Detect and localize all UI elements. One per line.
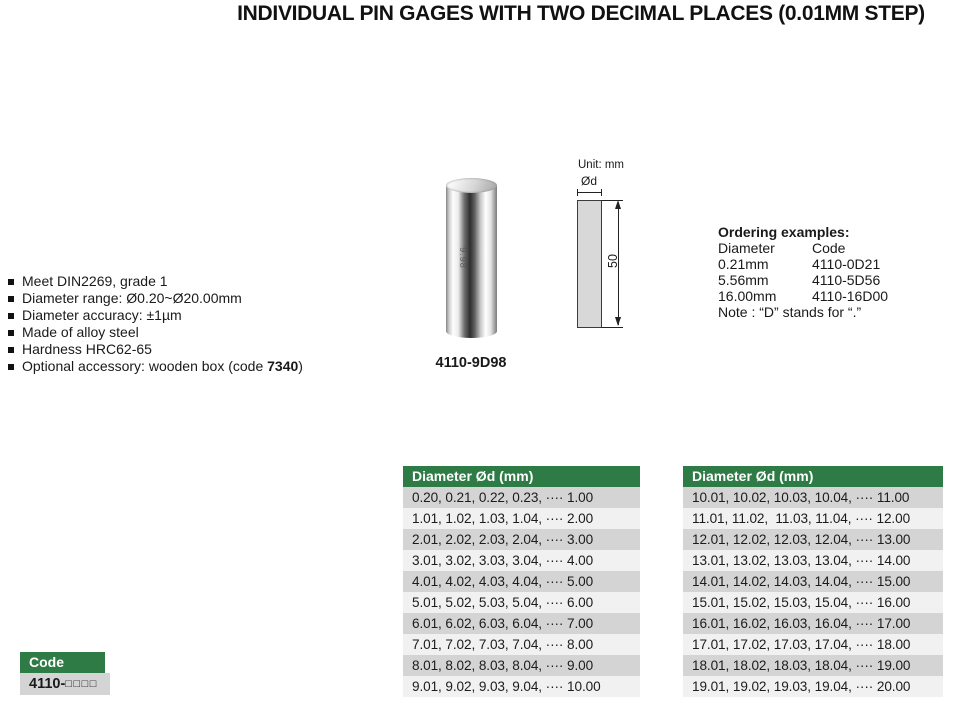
ordering-diameter: 0.21mm <box>718 256 769 272</box>
ordering-examples <box>718 224 888 320</box>
table-row: 0.20, 0.21, 0.22, 0.23, ···· 1.00 <box>403 487 640 508</box>
table-row: 16.01, 16.02, 16.03, 16.04, ···· 17.00 <box>683 613 943 634</box>
dimension-arrow-down-icon <box>615 317 621 326</box>
ordering-column-headers <box>718 240 888 256</box>
bullet-square-icon <box>8 279 14 285</box>
ordering-row <box>718 272 888 288</box>
code-placeholder-boxes: □□□□ <box>65 678 98 690</box>
feature-item <box>8 307 303 324</box>
code-box-header: Code <box>20 652 105 673</box>
table-row: 12.01, 12.02, 12.03, 12.04, ···· 13.00 <box>683 529 943 550</box>
feature-text-suffix: ) <box>298 358 303 374</box>
table-row: 13.01, 13.02, 13.03, 13.04, ···· 14.00 <box>683 550 943 571</box>
table-row: 6.01, 6.02, 6.03, 6.04, ···· 7.00 <box>403 613 640 634</box>
pin-gage-top-face <box>446 178 497 193</box>
ordering-code: 4110-16D00 <box>812 288 889 304</box>
ordering-col-code: Code <box>812 240 846 256</box>
table-row: 10.01, 10.02, 10.03, 10.04, ···· 11.00 <box>683 487 943 508</box>
table-row: 2.01, 2.02, 2.03, 2.04, ···· 3.00 <box>403 529 640 550</box>
code-box-value <box>20 673 110 695</box>
feature-text: Meet DIN2269, grade 1 <box>22 273 168 289</box>
pin-engraving-text: 9.98 <box>457 247 468 269</box>
pin-gage-photo <box>446 178 497 338</box>
page-title: INDIVIDUAL PIN GAGES WITH TWO DECIMAL PLACES (0.01MM STEP) <box>237 2 925 25</box>
ordering-code: 4110-5D56 <box>812 272 881 288</box>
drawing-unit-label: Unit: mm <box>578 159 624 171</box>
table-header: Diameter Ød (mm) <box>403 466 640 487</box>
table-row: 17.01, 17.02, 17.03, 17.04, ···· 18.00 <box>683 634 943 655</box>
table-body <box>683 487 943 697</box>
feature-list <box>8 273 303 375</box>
table-row: 3.01, 3.02, 3.03, 3.04, ···· 4.00 <box>403 550 640 571</box>
feature-text: Made of alloy steel <box>22 324 139 340</box>
table-row: 1.01, 1.02, 1.03, 1.04, ···· 2.00 <box>403 508 640 529</box>
feature-text <box>22 358 303 375</box>
product-code-label: 4110-9D98 <box>435 355 507 371</box>
table-header: Diameter Ød (mm) <box>683 466 943 487</box>
diameter-table-1 <box>403 466 640 697</box>
pin-gage-body <box>446 185 497 338</box>
table-row: 7.01, 7.02, 7.03, 7.04, ···· 8.00 <box>403 634 640 655</box>
accessory-code: 7340 <box>267 358 299 374</box>
feature-item <box>8 324 303 341</box>
ordering-row <box>718 288 888 304</box>
diameter-dimension-tick <box>577 189 578 196</box>
ordering-row <box>718 256 888 272</box>
ordering-code: 4110-0D21 <box>812 256 881 272</box>
diameter-table-2 <box>683 466 943 697</box>
diameter-dimension-line <box>577 192 602 193</box>
bullet-square-icon <box>8 296 14 302</box>
feature-item <box>8 273 303 290</box>
table-row: 11.01, 11.02, 11.03, 11.04, ···· 12.00 <box>683 508 943 529</box>
feature-text: Diameter range: Ø0.20~Ø20.00mm <box>22 290 242 306</box>
ordering-note: Note : “D” stands for “.” <box>718 304 862 320</box>
feature-item <box>8 358 303 375</box>
table-row: 8.01, 8.02, 8.03, 8.04, ···· 9.00 <box>403 655 640 676</box>
bullet-square-icon <box>8 347 14 353</box>
table-row: 14.01, 14.02, 14.03, 14.04, ···· 15.00 <box>683 571 943 592</box>
diameter-dimension-tick <box>601 189 602 196</box>
ordering-diameter: 16.00mm <box>718 288 777 304</box>
pin-drawing-rect <box>577 200 602 328</box>
extension-line-bottom <box>601 327 623 328</box>
bullet-square-icon <box>8 313 14 319</box>
table-body <box>403 487 640 697</box>
bullet-square-icon <box>8 330 14 336</box>
drawing-diameter-label: Ød <box>580 174 597 188</box>
feature-text: Hardness HRC62-65 <box>22 341 152 357</box>
table-row: 9.01, 9.02, 9.03, 9.04, ···· 10.00 <box>403 676 640 697</box>
feature-item <box>8 341 303 358</box>
dimension-arrow-up-icon <box>615 200 621 209</box>
table-row: 19.01, 19.02, 19.03, 19.04, ···· 20.00 <box>683 676 943 697</box>
ordering-diameter: 5.56mm <box>718 272 769 288</box>
table-row: 5.01, 5.02, 5.03, 5.04, ···· 6.00 <box>403 592 640 613</box>
ordering-heading: Ordering examples: <box>718 224 850 240</box>
feature-text: Diameter accuracy: ±1µm <box>22 307 182 323</box>
code-prefix: 4110- <box>29 676 66 692</box>
table-row: 15.01, 15.02, 15.03, 15.04, ···· 16.00 <box>683 592 943 613</box>
drawing-length-label: 50 <box>606 254 620 268</box>
table-row: 4.01, 4.02, 4.03, 4.04, ···· 5.00 <box>403 571 640 592</box>
bullet-square-icon <box>8 364 14 370</box>
table-row: 18.01, 18.02, 18.03, 18.04, ···· 19.00 <box>683 655 943 676</box>
ordering-col-diameter: Diameter <box>718 240 775 256</box>
feature-item <box>8 290 303 307</box>
feature-text-prefix: Optional accessory: wooden box (code <box>22 358 268 374</box>
